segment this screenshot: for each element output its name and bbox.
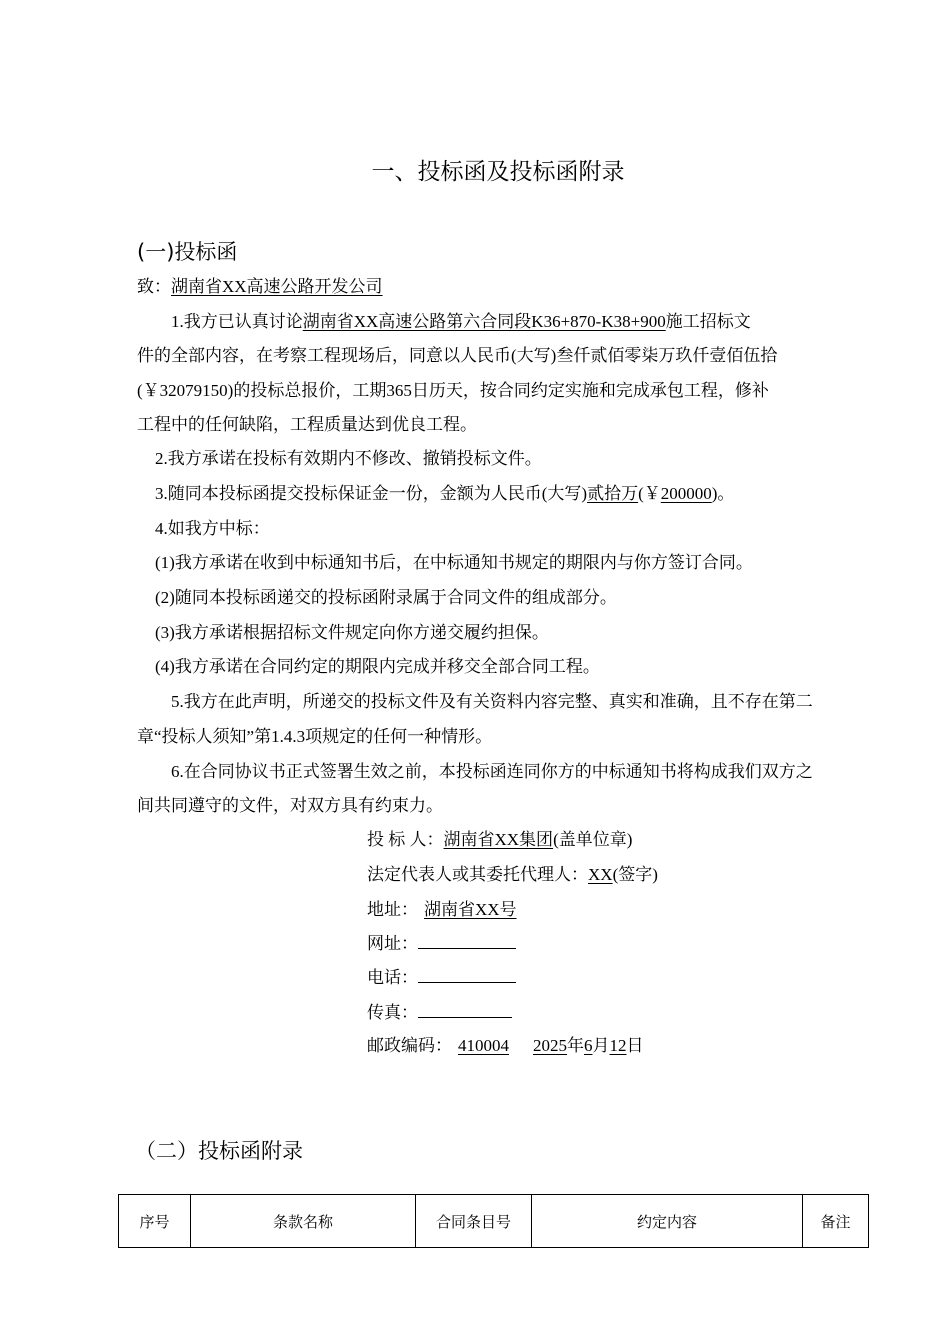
para1-suffix: 施工招标文 [665, 312, 751, 331]
year-unit: 年 [567, 1036, 584, 1055]
sub-item-3: (3)我方承诺根据招标文件规定向你方递交履约担保。 [155, 623, 549, 642]
addressee-company: 湖南省XX高速公路开发公司 [171, 277, 383, 296]
para6-line2: 间共同遵守的文件，对双方具有约束力。 [137, 796, 443, 815]
addressee-prefix: 致： [137, 277, 171, 296]
bidder-label: 投 标 人： [367, 830, 444, 849]
appendix-table [118, 1194, 869, 1248]
para1-line3: (￥32079150)的投标总报价，工期365日历天，按合同约定实施和完成承包工程，修补 [137, 381, 769, 400]
bidder-line [367, 823, 632, 857]
para1-line2: 件的全部内容，在考察工程现场后，同意以人民币(大写)叁仟贰佰零柒万玖仟壹佰伍拾 [137, 346, 778, 365]
para1-line1 [171, 305, 751, 339]
section1-heading: (一)投标函 [137, 240, 238, 264]
addressee-line [137, 270, 383, 304]
project-name: 湖南省XX高速公路第六合同段K36+870-K38+900 [302, 312, 666, 331]
sub-item-1: (1)我方承诺在收到中标通知书后，在中标通知书规定的期限内与你方签订合同。 [155, 553, 753, 572]
table-header-row [119, 1195, 869, 1248]
representative-note: (签字) [612, 865, 658, 884]
website-label: 网址： [367, 934, 418, 953]
para3 [155, 477, 734, 511]
phone-label: 电话： [367, 968, 418, 987]
date-month: 6 [584, 1036, 593, 1055]
address-label: 地址： [367, 900, 418, 919]
para3-mid: (￥ [638, 484, 661, 503]
representative-line [367, 858, 658, 892]
sub-item-4: (4)我方承诺在合同约定的期限内完成并移交全部合同工程。 [155, 657, 600, 676]
header-contract-item: 合同条目号 [416, 1195, 532, 1248]
day-unit: 日 [626, 1036, 644, 1055]
para5-line1: 5.我方在此声明，所递交的投标文件及有关资料内容完整、真实和准确，且不存在第二 [171, 692, 813, 711]
address-line [367, 893, 541, 927]
postcode-date-line [367, 1029, 644, 1063]
phone-blank [418, 964, 516, 983]
para1-line4: 工程中的任何缺陷，工程质量达到优良工程。 [137, 415, 477, 434]
bond-amount-number: 200000 [660, 484, 712, 503]
fax-line [367, 996, 512, 1030]
para5-line2: 章“投标人须知”第1.4.3项规定的任何一种情形。 [137, 727, 493, 746]
fax-blank [418, 999, 512, 1018]
para1-prefix: 1.我方已认真讨论 [171, 312, 303, 331]
para2: 2.我方承诺在投标有效期内不修改、撤销投标文件。 [155, 449, 542, 468]
website-line [367, 927, 516, 961]
header-agreed-content: 约定内容 [532, 1195, 803, 1248]
header-index: 序号 [119, 1195, 191, 1248]
bond-amount-words: 贰拾万 [587, 484, 639, 503]
postcode-label: 邮政编码： [367, 1036, 452, 1055]
website-blank [418, 930, 516, 949]
para4: 4.如我方中标： [155, 519, 270, 538]
header-clause-name: 条款名称 [191, 1195, 416, 1248]
date-year: 2025 [533, 1036, 567, 1055]
header-remarks: 备注 [803, 1195, 869, 1248]
para6-line1: 6.在合同协议书正式签署生效之前，本投标函连同你方的中标通知书将构成我们双方之 [171, 762, 813, 781]
postcode-value: 410004 [458, 1036, 509, 1055]
representative-value: XX [588, 865, 613, 884]
fax-label: 传真： [367, 1003, 418, 1022]
address-value: 湖南省XX号 [424, 900, 517, 919]
para3-prefix: 3.随同本投标函提交投标保证金一份，金额为人民币(大写) [155, 484, 588, 503]
month-unit: 月 [592, 1036, 610, 1055]
date-day: 12 [609, 1036, 627, 1055]
phone-line [367, 961, 516, 995]
para3-suffix: )。 [711, 484, 735, 503]
section2-heading: （二）投标函附录 [135, 1139, 303, 1163]
representative-label: 法定代表人或其委托代理人： [367, 865, 588, 884]
bidder-note: (盖单位章) [553, 830, 633, 849]
document-title: 一、投标函及投标函附录 [371, 159, 625, 185]
sub-item-2: (2)随同本投标函递交的投标函附录属于合同文件的组成部分。 [155, 588, 617, 607]
bidder-value: 湖南省XX集团 [443, 830, 554, 849]
